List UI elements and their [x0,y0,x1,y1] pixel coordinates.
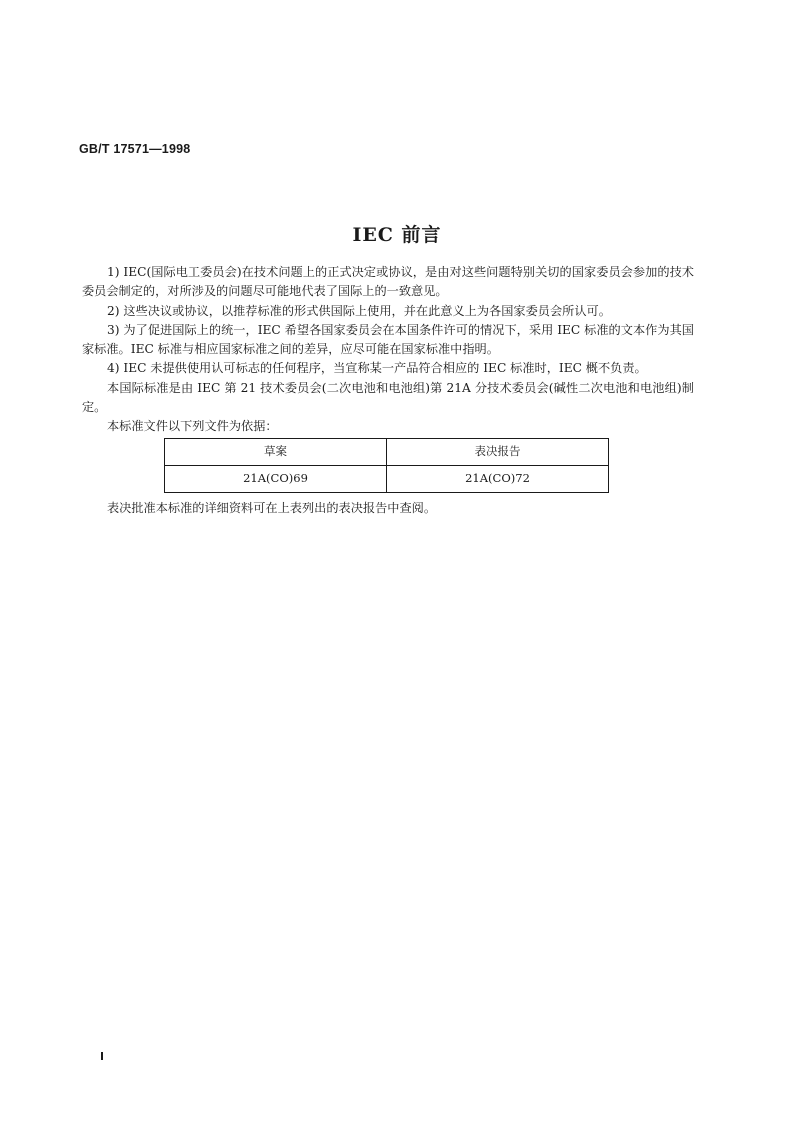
page-number [101,1052,103,1060]
paragraph-6: 本标准文件以下列文件为依据： [107,419,278,434]
table-header-vote-report: 表决报告 [387,438,609,465]
page-number-text [101,1052,102,1053]
document-body [82,263,694,518]
paragraph-2: 2) 这些决议或协议，以推荐标准的形式供国际上使用，并在此意义上为各国家委员会所认可。 [107,303,611,318]
table-header-draft: 草案 [165,438,387,465]
standard-code: GB/T 17571—1998 [79,142,191,156]
paragraph-5: 本国际标准是由 IEC 第 21 技术委员会(二次电池和电池组)第 21A 分技术委员会(碱性二次电池和电池组)制定。 [82,380,694,415]
table-row [165,465,609,492]
paragraph-1: 1) IEC(国际电工委员会)在技术问题上的正式决定或协议，是由对这些问题特别关切的国家委员会参加的技术委员会制定的，对所涉及的问题尽可能地代表了国际上的一致意见。 [82,265,694,299]
table-header-row [165,438,609,465]
basis-documents-table [164,438,609,493]
closing-paragraph: 表决批准本标准的详细资料可在上表列出的表决报告中查阅。 [107,500,437,515]
paragraph-4: 4) IEC 未提供使用认可标志的任何程序，当宣称某一产品符合相应的 IEC 标准时，IEC 概不负责。 [107,361,647,376]
table-cell-draft: 21A(CO)69 [165,465,387,492]
page-title: IEC 前言 [352,224,442,246]
table-cell-vote-report: 21A(CO)72 [387,465,609,492]
paragraph-3: 3) 为了促进国际上的统一，IEC 希望各国家委员会在本国条件许可的情况下，采用 IEC 标准的文本作为其国家标准。IEC 标准与相应国家标准之间的差异，应尽可能在国家标准中指明。 [82,322,694,357]
